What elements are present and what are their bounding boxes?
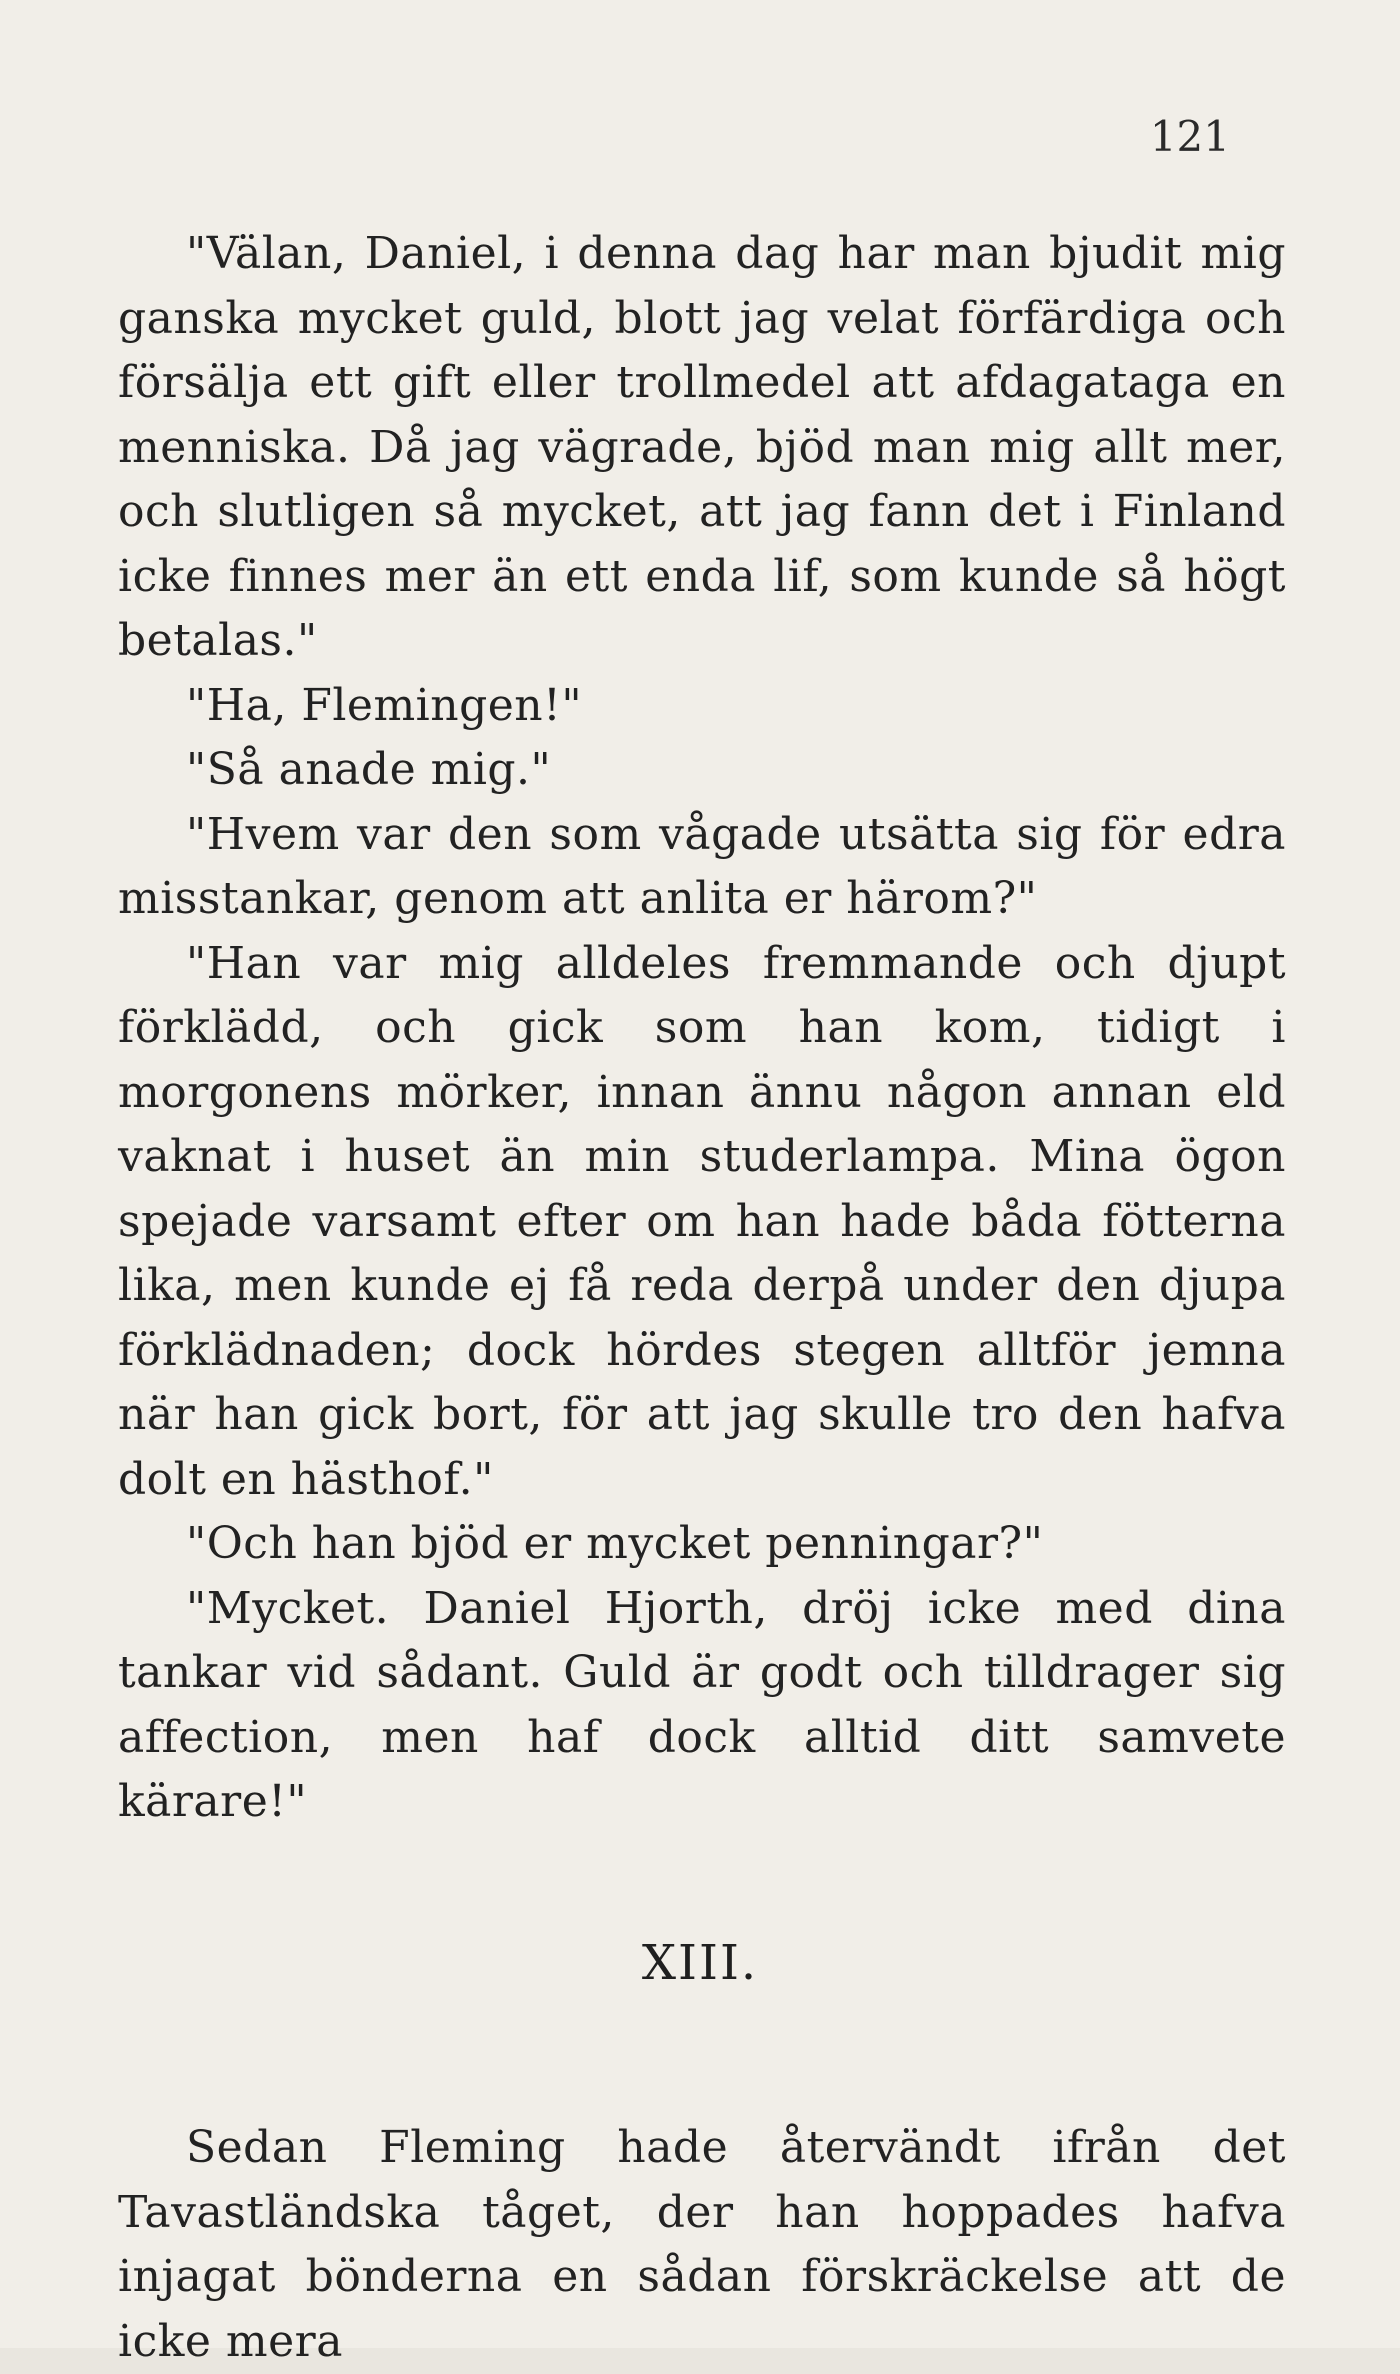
paragraph-1: "Välan, Daniel, i denna dag har man bjudit mig ganska mycket guld, blott jag velat förfärdiga och försälja ett gift eller trollmedel att afdagataga en menniska. Då jag vägrade, bjöd man mig allt mer, och slutligen så mycket, att jag fann det i Finland icke finnes mer än ett enda lif, som kunde så högt betalas.": [118, 228, 1286, 666]
chapter-heading: XIII.: [641, 1935, 759, 1991]
paragraph-6: "Och han bjöd er mycket penningar?": [186, 1518, 1044, 1569]
paragraph-5: "Han var mig alldeles fremmande och djupt förklädd, och gick som han kom, tidigt i morgonens mörker, innan ännu någon annan eld vaknat i huset än min studerlampa. Mina ögon spejade varsamt efter om han hade båda fötterna lika, men kunde ej få reda derpå under den djupa förklädnaden; dock hördes stegen alltför jemna när han gick bort, för att jag skulle tro den hafva dolt en hästhof.": [118, 937, 1286, 1505]
paragraph-3: "Så anade mig.": [186, 744, 552, 795]
page-number: 121: [1149, 112, 1230, 161]
paragraph-2: "Ha, Flemingen!": [186, 679, 583, 731]
chapter-opening-paragraph: Sedan Fleming hade återvändt ifrån det Tavastländska tåget, der han hoppades hafva injagat bönderna en sådan förskräckelse att de icke mera: [118, 2122, 1286, 2367]
paragraph-7: "Mycket. Daniel Hjorth, dröj icke med dina tankar vid sådant. Guld är godt och tilldrager sig affection, men haf dock alltid ditt samvete kärare!": [118, 1582, 1286, 1827]
dialogue-section: [118, 222, 1286, 1835]
paragraph-4: "Hvem var den som vågade utsätta sig för edra misstankar, genom att anlita er härom?": [118, 808, 1286, 924]
